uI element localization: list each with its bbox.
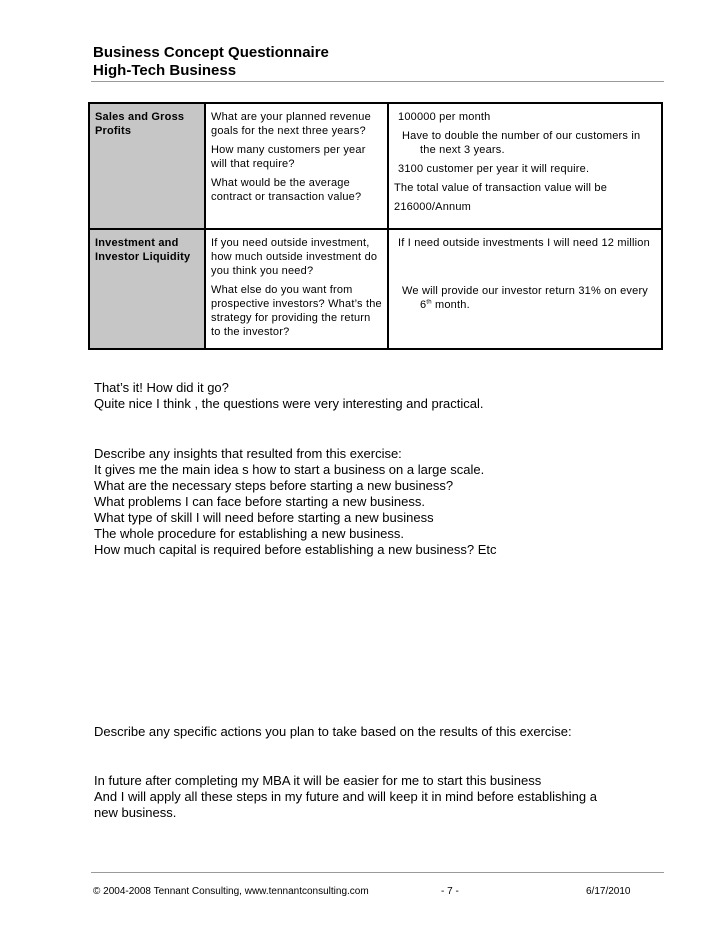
question-text: What else do you want from prospective investors? What’s the strategy for providing the return to the investor? xyxy=(211,284,382,338)
question-text: What are your planned revenue goals for the next three years? xyxy=(211,111,371,137)
question-cell xyxy=(205,229,388,349)
document-subtitle: High-Tech Business xyxy=(93,62,237,79)
insight-line: What problems I can face before starting a new business. xyxy=(94,494,425,509)
answer-text-end: month. xyxy=(431,299,470,311)
action-line: In future after completing my MBA it will be easier for me to start this business xyxy=(94,773,542,788)
footer-date: 6/17/2010 xyxy=(586,886,631,897)
reflection-how-did-it-go xyxy=(94,380,483,412)
insight-line: It gives me the main idea s how to start a business on a large scale. xyxy=(94,462,485,477)
answer-text: If I need outside investments I will need 12 million xyxy=(398,237,650,249)
reflection-insights xyxy=(94,446,497,558)
questionnaire-table xyxy=(88,102,663,350)
document-header xyxy=(93,44,329,80)
insight-line: The whole procedure for establishing a new business. xyxy=(94,526,405,541)
question-text: How many customers per year will that require? xyxy=(211,144,366,170)
insight-line: What are the necessary steps before starting a new business? xyxy=(94,478,454,493)
ordinal-suffix: th xyxy=(426,299,432,306)
footer-page-number: - 7 - xyxy=(441,886,459,897)
answer-text: 100000 per month xyxy=(398,111,491,123)
row-label: Sales and Gross Profits xyxy=(89,103,205,229)
answer-text-main: We will provide our investor return 31% on every 6 xyxy=(402,285,649,311)
insight-line: What type of skill I will need before starting a new business xyxy=(94,510,434,525)
answer-cell xyxy=(388,229,662,349)
reflection-answer: Quite nice I think , the questions were very interesting and practical. xyxy=(94,396,484,411)
reflection-question: Describe any insights that resulted from this exercise: xyxy=(94,446,402,461)
question-text: What would be the average contract or transaction value? xyxy=(211,177,362,203)
reflection-question: That’s it! How did it go? xyxy=(94,380,229,395)
answer-cell xyxy=(388,103,662,229)
reflection-actions-question xyxy=(94,724,572,740)
row-label: Investment and Investor Liquidity xyxy=(89,229,205,349)
reflection-actions xyxy=(94,773,597,821)
question-text: If you need outside investment, how much outside investment do you think you need? xyxy=(211,237,378,277)
action-line: And I will apply all these steps in my future and will keep it in mind before establishing a xyxy=(94,789,597,804)
header-divider xyxy=(91,81,664,82)
reflection-question: Describe any specific actions you plan to take based on the results of this exercise: xyxy=(94,724,572,739)
answer-text: 216000/Annum xyxy=(394,201,472,213)
insight-line: How much capital is required before establishing a new business? Etc xyxy=(94,542,497,557)
footer-copyright: © 2004-2008 Tennant Consulting, www.tennantconsulting.com xyxy=(93,886,369,897)
answer-text: The total value of transaction value will be xyxy=(394,182,608,194)
answer-text: Have to double the number of our customers in the next 3 years. xyxy=(402,130,641,156)
table-row xyxy=(89,229,662,349)
footer-divider xyxy=(91,872,664,873)
action-line: new business. xyxy=(94,805,177,820)
question-cell xyxy=(205,103,388,229)
answer-text: 3100 customer per year it will require. xyxy=(398,163,590,175)
document-title: Business Concept Questionnaire xyxy=(93,44,329,61)
table-row xyxy=(89,103,662,229)
answer-text xyxy=(394,284,656,312)
